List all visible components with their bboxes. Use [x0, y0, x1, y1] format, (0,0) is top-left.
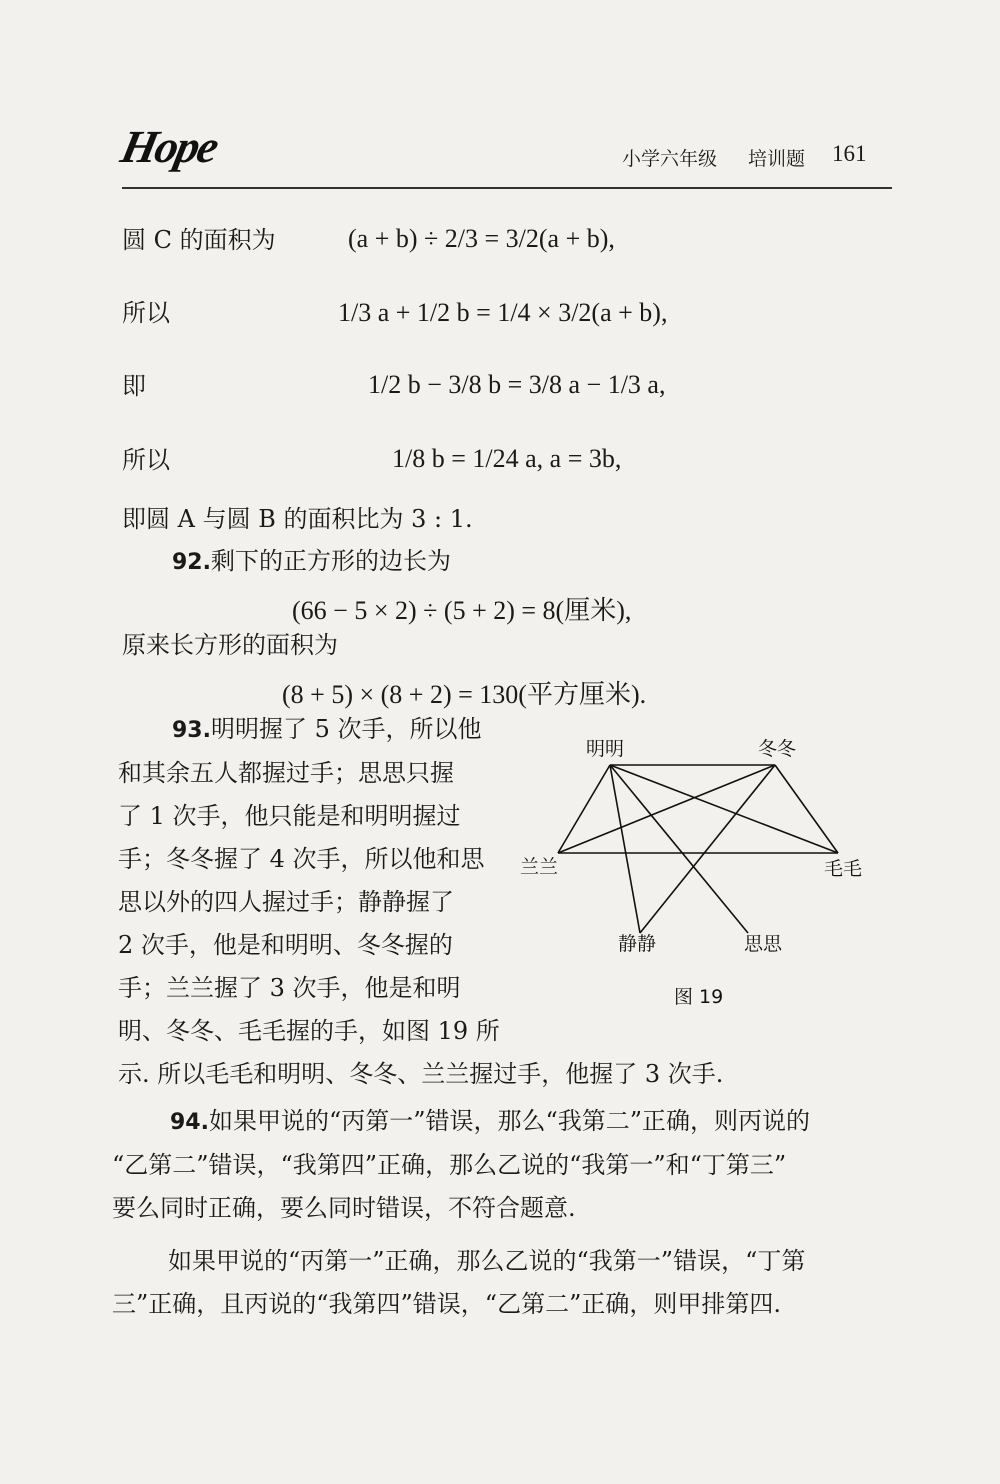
- q92-line-2: 原来长方形的面积为: [122, 631, 338, 659]
- grade-label: 小学六年级: [622, 148, 718, 170]
- q94-p1-line-0: 94.如果甲说的“丙第一”错误，那么“我第二”正确，则丙说的: [170, 1107, 811, 1135]
- q91-conclusion: 即圆 A 与圆 B 的面积比为 3 : 1.: [122, 505, 473, 533]
- q93-line-4: 思以外的四人握过手；静静握了: [118, 888, 454, 916]
- q93-line-3: 手；冬冬握了 4 次手，所以他和思: [118, 845, 485, 873]
- q91-label-area-c: 圆 C 的面积为: [122, 226, 276, 254]
- q93-line-2: 了 1 次手，他只能是和明明握过: [118, 802, 461, 830]
- edge-mingming-lanlan: [558, 765, 610, 853]
- q91-label-so-2: 所以: [122, 446, 170, 474]
- q91-eq-so-2: 1/8 b = 1/24 a, a = 3b,: [392, 444, 622, 473]
- edge-mingming-sisi: [610, 765, 748, 933]
- figure-caption: 图 19: [674, 986, 724, 1008]
- edge-mingming-maomao: [610, 765, 838, 853]
- node-label-sisi: 思思: [744, 933, 783, 955]
- q93-line-8: 示. 所以毛毛和明明、冬冬、兰兰握过手，他握了 3 次手.: [118, 1060, 724, 1088]
- q93-line-1: 和其余五人都握过手；思思只握: [118, 759, 454, 787]
- q94-p1-line-1: “乙第二”错误，“我第四”正确，那么乙说的“我第一”和“丁第三”: [112, 1151, 787, 1179]
- node-label-lanlan: 兰兰: [520, 856, 559, 878]
- q92-eq-1: (66 − 5 × 2) ÷ (5 + 2) = 8(厘米),: [292, 596, 632, 625]
- q92-line-1: [172, 547, 451, 576]
- q94-text: [112, 1100, 902, 1326]
- q91-label-so-1: 所以: [122, 299, 170, 327]
- header-rule: [122, 187, 892, 189]
- handshake-figure: [520, 735, 890, 1010]
- q92-eq-2: (8 + 5) × (8 + 2) = 130(平方厘米).: [282, 680, 647, 709]
- q94-number: 94.: [170, 1110, 209, 1135]
- node-label-dongdong: 冬冬: [758, 738, 797, 760]
- section-label: 培训题: [748, 148, 806, 170]
- q93-line-7: 明、冬冬、毛毛握的手，如图 19 所: [118, 1017, 500, 1045]
- q94-p1-line-2: 要么同时正确，要么同时错误，不符合题意.: [112, 1194, 576, 1222]
- q93-line-0: 93.明明握了 5 次手，所以他: [172, 715, 482, 743]
- q91-eq-so-1: 1/3 a + 1/2 b = 1/4 × 3/2(a + b),: [338, 298, 668, 327]
- page-number: 161: [832, 141, 867, 166]
- publisher-logo: Hope: [116, 121, 222, 172]
- edge-dongdong-lanlan: [558, 765, 775, 853]
- q93-line-5: 2 次手，他是和明明、冬冬握的: [118, 931, 453, 959]
- q93-number: 93.: [172, 718, 211, 743]
- node-label-jingjing: 静静: [618, 933, 657, 955]
- node-label-mingming: 明明: [586, 738, 625, 760]
- q94-p2-line-0: 如果甲说的“丙第一”正确，那么乙说的“我第一”错误，“丁第: [168, 1247, 806, 1275]
- q94-p2-line-1: 三”正确，且丙说的“我第四”错误，“乙第二”正确，则甲排第四.: [112, 1290, 781, 1318]
- q91-eq-ie: 1/2 b − 3/8 b = 3/8 a − 1/3 a,: [368, 370, 666, 399]
- q93-line-6: 手；兰兰握了 3 次手，他是和明: [118, 974, 461, 1002]
- q92-text-1: 剩下的正方形的边长为: [210, 547, 451, 575]
- node-label-maomao: 毛毛: [824, 858, 863, 880]
- edge-dongdong-jingjing: [640, 765, 775, 933]
- q93-text: [118, 708, 724, 1096]
- q91-eq-area-c: (a + b) ÷ 2/3 = 3/2(a + b),: [348, 224, 615, 253]
- q91-label-ie: 即: [122, 372, 146, 400]
- edge-dongdong-maomao: [775, 765, 838, 853]
- edge-mingming-jingjing: [610, 765, 640, 933]
- q92-number: 92.: [172, 550, 211, 575]
